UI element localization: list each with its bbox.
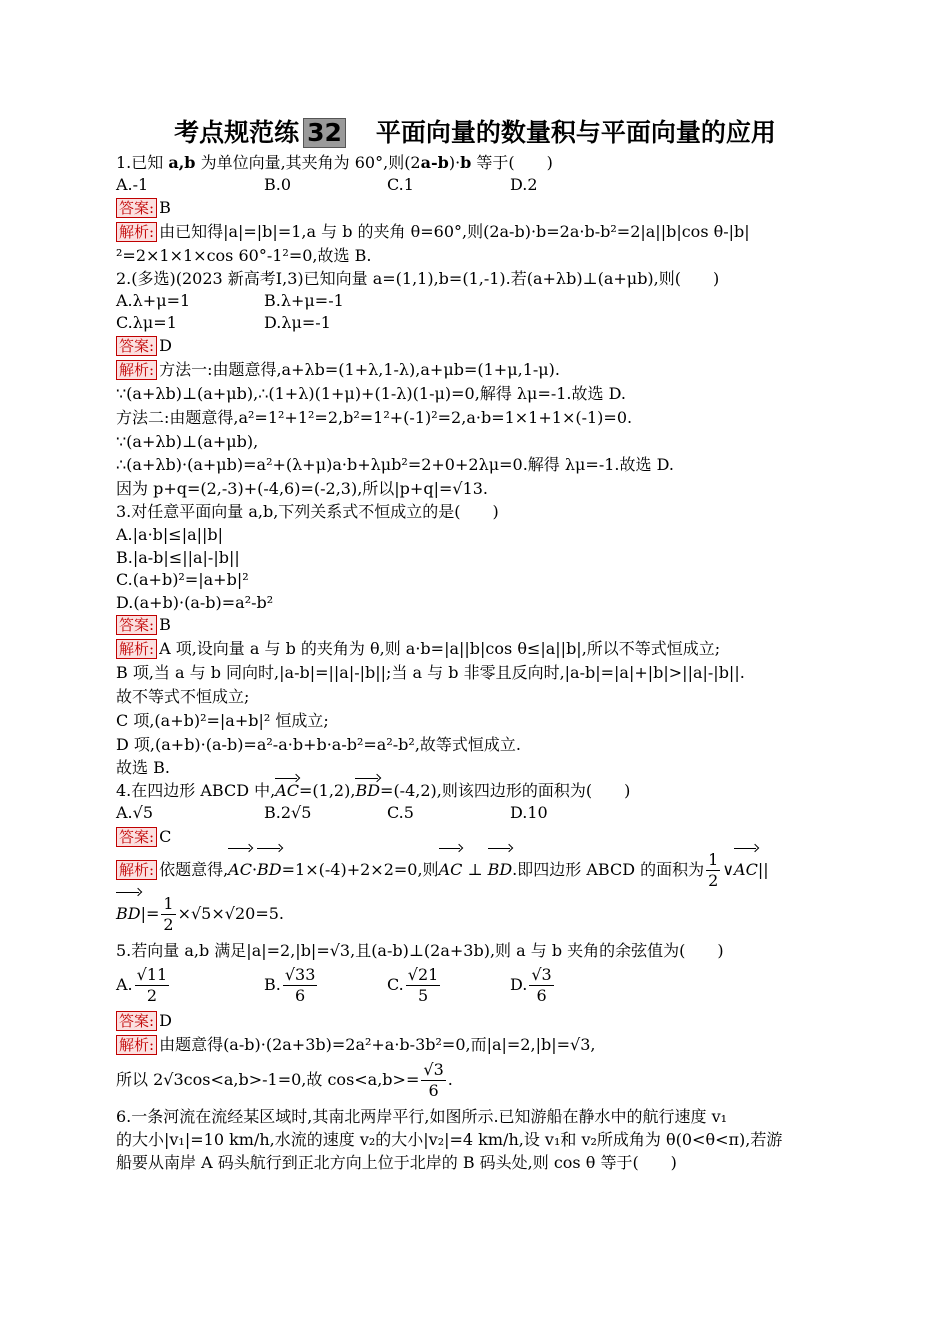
- answer-label: 答案:: [116, 1011, 157, 1031]
- q1-answer: 答案: B: [116, 197, 171, 219]
- q1-option-a: A.-1: [116, 175, 149, 194]
- answer-label: 答案:: [116, 336, 157, 356]
- q5-option-b: B. $\frac{√33}{6}$: [264, 965, 316, 1005]
- title-number-badge: 32: [303, 118, 346, 148]
- q1-analysis: 解析: 由已知得|a|=|b|=1,a 与 b 的夹角 θ=60°,则(2a-b)·b=2a·b-b²=2|a||b|cos θ-|b|: [116, 221, 750, 243]
- q3-answer: 答案: B: [116, 614, 171, 636]
- answer-label: 答案:: [116, 615, 157, 635]
- q5-answer: 答案: D: [116, 1010, 172, 1032]
- vector-ac: AC: [275, 781, 300, 800]
- q1-options: [116, 174, 633, 196]
- q2-option-c: C.λμ=1: [116, 313, 177, 332]
- q2-answer: 答案: D: [116, 335, 172, 357]
- q5-stem: 5.若向量 a,b 满足|a|=2,|b|=√3,且(a-b)⊥(2a+3b),则 a 与 b 夹角的余弦值为( ): [116, 941, 724, 960]
- q2-analysis-line2: ∵(a+λb)⊥(a+μb),∴(1+λ)(1+μ)+(1-λ)(1-μ)=0,解得 λμ=-1.故选 D.: [116, 384, 626, 403]
- q5-analysis: 解析: 由题意得(a-b)·(2a+3b)=2a²+a·b-3b²=0,而|a|=2,|b|=√3,: [116, 1034, 595, 1056]
- answer-label: 答案:: [116, 827, 157, 847]
- analysis-label: 解析:: [116, 860, 157, 880]
- answer-label: 答案:: [116, 198, 157, 218]
- q4-option-c: C.5: [387, 803, 414, 822]
- q5-option-a: A. $\frac{√11}{2}$: [116, 965, 168, 1005]
- q3-analysis-line6: 故选 B.: [116, 758, 170, 777]
- q3-option-d: D.(a+b)·(a-b)=a²-b²: [116, 593, 274, 612]
- q1-option-c: C.1: [387, 175, 414, 194]
- fraction-half: $\frac{1}{2}$: [708, 850, 719, 890]
- fraction-half: $\frac{1}{2}$: [163, 894, 174, 934]
- q4-answer: 答案: C: [116, 826, 171, 848]
- q2-analysis-line6: 因为 p+q=(2,-3)+(-4,6)=(-2,3),所以|p+q|=√13.: [116, 479, 489, 498]
- q3-analysis: 解析: A 项,设向量 a 与 b 的夹角为 θ,则 a·b=|a||b|cos θ≤|a||b|,所以不等式恒成立;: [116, 638, 720, 660]
- q2-stem: 2.(多选)(2023 新高考Ⅰ,3)已知向量 a=(1,1),b=(1,-1).若(a+λb)⊥(a+μb),则( ): [116, 269, 720, 288]
- q3-option-c: C.(a+b)²=|a+b|²: [116, 570, 249, 589]
- q2-options-row1: [116, 290, 344, 312]
- q1-analysis-line2: ²=2×1×1×cos 60°-1²=0,故选 B.: [116, 246, 372, 265]
- q2-analysis-line3: 方法二:由题意得,a²=1²+1²=2,b²=1²+(-1)²=2,a·b=1×1+1×(-1)=0.: [116, 408, 633, 427]
- q2-analysis-line5: ∴(a+λb)·(a+μb)=a²+(λ+μ)a·b+λμb²=2+0+2λμ=0.解得 λμ=-1.故选 D.: [116, 455, 674, 474]
- page-title: [0, 116, 950, 150]
- title-text: 平面向量的数量积与平面向量的应用: [375, 118, 776, 147]
- fraction-answer: $\frac{√3}{6}$: [423, 1060, 444, 1100]
- analysis-label: 解析:: [116, 639, 157, 659]
- q5-analysis-line2: 所以 2√3cos<a,b>-1=0,故 cos<a,b>= $\frac{√3}{6}$ .: [116, 1060, 453, 1100]
- q4-analysis-line2: BD|= $\frac{1}{2}$ ×√5×√20=5.: [116, 894, 284, 934]
- analysis-label: 解析:: [116, 360, 157, 380]
- vector-bd: BD: [355, 781, 381, 800]
- q6-stem-line2: 的大小|v₁|=10 km/h,水流的速度 v₂的大小|v₂|=4 km/h,设 v₁和 v₂所成角为 θ(0<θ<π),若游: [116, 1130, 783, 1149]
- q3-analysis-line2: B 项,当 a 与 b 同向时,|a-b|=||a|-|b||;当 a 与 b 非零且反向时,|a-b|=|a|+|b|>||a|-|b||.: [116, 663, 745, 682]
- q3-analysis-line4: C 项,(a+b)²=|a+b|² 恒成立;: [116, 711, 329, 730]
- q4-analysis: 解析: 依题意得,AC·BD=1×(-4)+2×2=0,则AC ⊥ BD.即四边形 ABCD 的面积为 $\frac{1}{2}$ ∨AC||: [116, 850, 769, 891]
- q3-option-a: A.|a·b|≤|a||b|: [116, 525, 224, 544]
- q2-option-a: A.λ+μ=1: [116, 291, 191, 310]
- q4-options: [116, 802, 633, 824]
- q2-options-row2: [116, 312, 331, 334]
- q6-stem-line1: 6.一条河流在流经某区域时,其南北两岸平行,如图所示.已知游船在静水中的航行速度 v₁: [116, 1107, 728, 1126]
- q3-analysis-line3: 故不等式不恒成立;: [116, 687, 250, 706]
- q4-stem: 4.在四边形 ABCD 中,AC=(1,2),BD=(-4,2),则该四边形的面积为( ): [116, 781, 631, 800]
- q4-option-a: A.√5: [116, 803, 154, 822]
- q2-option-b: B.λ+μ=-1: [264, 291, 344, 310]
- q1-option-b: B.0: [264, 175, 292, 194]
- analysis-label: 解析:: [116, 222, 157, 242]
- q2-analysis: 解析: 方法一:由题意得,a+λb=(1+λ,1-λ),a+μb=(1+μ,1-μ).: [116, 359, 560, 381]
- title-prefix: 考点规范练: [174, 118, 300, 147]
- q4-option-b: B.2√5: [264, 803, 312, 822]
- q1-option-d: D.2: [510, 175, 538, 194]
- q1-stem: 1.已知 a,b 为单位向量,其夹角为 60°,则(2a-b)·b 等于( ): [116, 153, 553, 172]
- q3-analysis-line5: D 项,(a+b)·(a-b)=a²-a·b+b·a-b²=a²-b²,故等式恒成立.: [116, 735, 521, 754]
- q6-stem-line3: 船要从南岸 A 码头航行到正北方向上位于北岸的 B 码头处,则 cos θ 等于( ): [116, 1153, 677, 1172]
- q3-stem: 3.对任意平面向量 a,b,下列关系式不恒成立的是( ): [116, 502, 499, 521]
- q4-option-d: D.10: [510, 803, 548, 822]
- q5-option-c: C. $\frac{√21}{5}$: [387, 965, 439, 1005]
- q3-option-b: B.|a-b|≤||a|-|b||: [116, 548, 240, 567]
- q2-option-d: D.λμ=-1: [264, 313, 331, 332]
- q5-options: [116, 962, 633, 1008]
- q5-option-d: D. $\frac{√3}{6}$: [510, 965, 552, 1005]
- q2-analysis-line4: ∵(a+λb)⊥(a+μb),: [116, 432, 259, 451]
- analysis-label: 解析:: [116, 1035, 157, 1055]
